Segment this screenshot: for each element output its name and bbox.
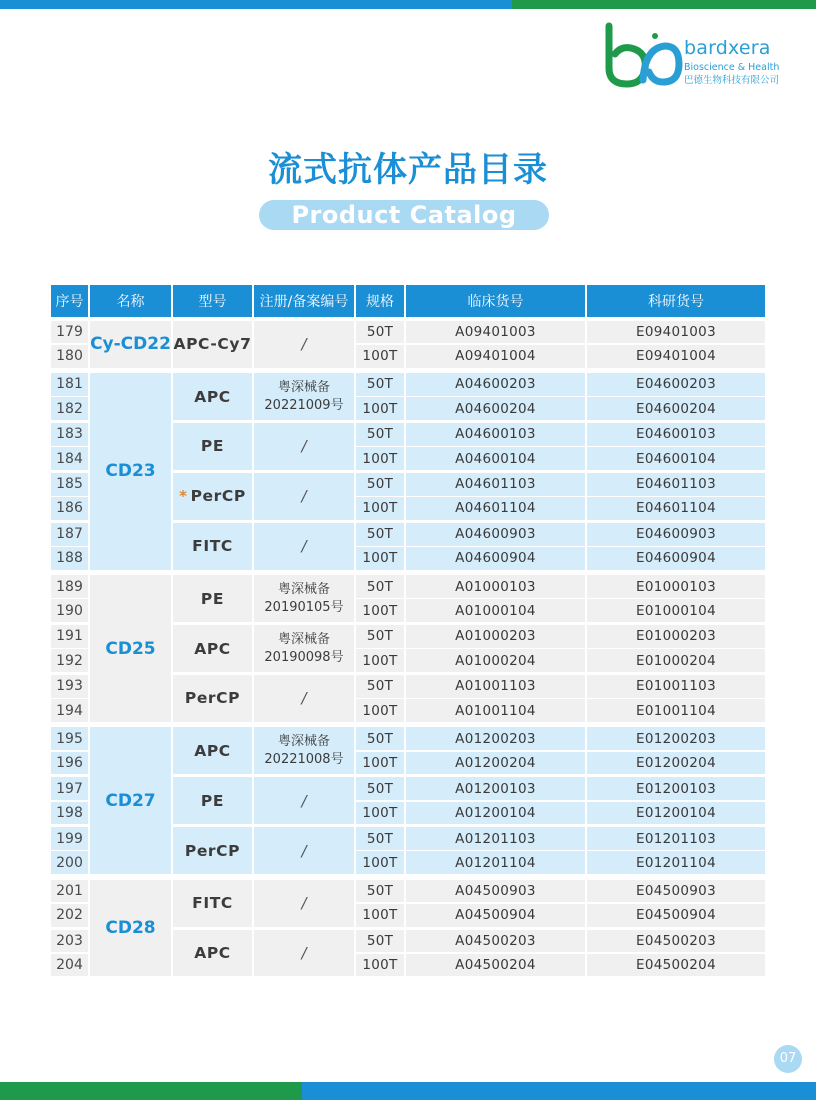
serial-number-cell: 201 [51, 880, 89, 903]
spec-cell: 50T [356, 827, 405, 850]
registration-cell [254, 523, 355, 570]
registration-cell [254, 575, 355, 622]
registration-cell [254, 423, 355, 470]
serial-number-cell: 189 [51, 575, 89, 598]
serial-number-cell: 192 [51, 649, 89, 672]
spec-cell: 100T [356, 447, 405, 470]
clinical-code-cell: A09401004 [406, 345, 586, 368]
registration-empty-slash: / [301, 437, 307, 456]
research-code-cell: E01000204 [587, 649, 766, 672]
registration-line: 20190105号 [264, 599, 344, 615]
serial-number-cell: 198 [51, 802, 89, 825]
column-header: 临床货号 [406, 285, 586, 318]
serial-number-cell: 181 [51, 373, 89, 396]
registration-line: 粤深械备 [277, 379, 330, 395]
spec-cell: 100T [356, 954, 405, 977]
research-code-cell: E09401003 [587, 321, 766, 344]
registration-empty-slash: / [301, 894, 307, 913]
product-name-cell: Cy-CD22 [90, 321, 172, 368]
logo-subtitle: Bioscience & Health [684, 62, 780, 73]
research-code-cell: E04600903 [587, 523, 766, 546]
model-cell [173, 373, 253, 420]
model-label: APC-Cy7 [173, 335, 252, 354]
serial-number-cell: 179 [51, 321, 89, 344]
logo-brand-name: bardxera [684, 37, 771, 59]
research-code-cell: E04500203 [587, 930, 766, 953]
column-header: 型号 [173, 285, 253, 318]
clinical-code-cell: A04500903 [406, 880, 586, 903]
model-label: PE [200, 589, 225, 608]
serial-number-cell: 182 [51, 397, 89, 420]
clinical-code-cell: A01001103 [406, 675, 586, 698]
model-label: APC [194, 741, 231, 760]
research-code-cell: E04601104 [587, 497, 766, 520]
registration-empty-slash: / [301, 537, 307, 556]
serial-number-cell: 184 [51, 447, 89, 470]
product-name-cell: CD28 [90, 880, 172, 977]
column-header: 名称 [90, 285, 172, 318]
model-cell [173, 827, 253, 874]
clinical-code-cell: A01001104 [406, 699, 586, 722]
clinical-code-cell: A04500204 [406, 954, 586, 977]
research-code-cell: E01200204 [587, 752, 766, 775]
spec-cell: 50T [356, 473, 405, 496]
clinical-code-cell: A04600104 [406, 447, 586, 470]
research-code-cell: E04500204 [587, 954, 766, 977]
model-cell [173, 473, 253, 520]
registration-cell [254, 373, 355, 420]
registration-cell [254, 880, 355, 927]
serial-number-cell: 195 [51, 727, 89, 750]
top-accent-bar-blue [0, 0, 512, 9]
serial-number-cell: 186 [51, 497, 89, 520]
serial-number-cell: 183 [51, 423, 89, 446]
clinical-code-cell: A04600904 [406, 547, 586, 570]
registration-cell [254, 675, 355, 722]
model-cell [173, 575, 253, 622]
model-cell [173, 523, 253, 570]
serial-number-cell: 191 [51, 625, 89, 648]
logo-mark-icon [603, 22, 683, 88]
serial-number-cell: 180 [51, 345, 89, 368]
serial-number-cell: 200 [51, 851, 89, 874]
registration-cell [254, 625, 355, 672]
registration-line: 20190098号 [264, 649, 344, 665]
registration-cell [254, 727, 355, 774]
serial-number-cell: 188 [51, 547, 89, 570]
registration-cell [254, 473, 355, 520]
serial-number-cell: 190 [51, 599, 89, 622]
research-code-cell: E01200103 [587, 777, 766, 800]
serial-number-cell: 197 [51, 777, 89, 800]
research-code-cell: E04500903 [587, 880, 766, 903]
research-code-cell: E04600103 [587, 423, 766, 446]
model-label: FITC [192, 894, 233, 913]
spec-cell: 50T [356, 880, 405, 903]
company-logo [603, 22, 793, 88]
model-label: PerCP [184, 841, 241, 860]
research-code-cell: E01000104 [587, 599, 766, 622]
registration-line: 粤深械备 [277, 581, 330, 597]
spec-cell: 100T [356, 699, 405, 722]
research-code-cell: E01200104 [587, 802, 766, 825]
spec-cell: 50T [356, 423, 405, 446]
bottom-accent-bar-blue [302, 1082, 816, 1100]
clinical-code-cell: A01200204 [406, 752, 586, 775]
spec-cell: 100T [356, 904, 405, 927]
serial-number-cell: 204 [51, 954, 89, 977]
product-name-cell: CD25 [90, 575, 172, 722]
research-code-cell: E01001103 [587, 675, 766, 698]
clinical-code-cell: A09401003 [406, 321, 586, 344]
registration-line: 20221008号 [264, 751, 344, 767]
spec-cell: 50T [356, 675, 405, 698]
registration-empty-slash: / [301, 689, 307, 708]
registration-empty-slash: / [301, 487, 307, 506]
clinical-code-cell: A04600204 [406, 397, 586, 420]
model-cell [173, 880, 253, 927]
clinical-code-cell: A01000104 [406, 599, 586, 622]
spec-cell: 100T [356, 649, 405, 672]
star-icon: * [179, 487, 188, 506]
serial-number-cell: 187 [51, 523, 89, 546]
clinical-code-cell: A04600203 [406, 373, 586, 396]
column-header: 序号 [51, 285, 89, 318]
spec-cell: 50T [356, 930, 405, 953]
logo-chinese-name: 巴德生物科技有限公司 [684, 75, 780, 86]
spec-cell: 50T [356, 321, 405, 344]
spec-cell: 50T [356, 523, 405, 546]
clinical-code-cell: A01000203 [406, 625, 586, 648]
model-label: APC [194, 387, 231, 406]
spec-cell: 100T [356, 851, 405, 874]
column-header: 科研货号 [587, 285, 766, 318]
serial-number-cell: 196 [51, 752, 89, 775]
research-code-cell: E04600204 [587, 397, 766, 420]
research-code-cell: E04600904 [587, 547, 766, 570]
spec-cell: 100T [356, 547, 405, 570]
registration-line: 20221009号 [264, 397, 344, 413]
spec-cell: 50T [356, 777, 405, 800]
spec-cell: 50T [356, 575, 405, 598]
clinical-code-cell: A01201103 [406, 827, 586, 850]
model-label: PerCP [190, 487, 246, 506]
model-label: APC [194, 639, 231, 658]
clinical-code-cell: A04601103 [406, 473, 586, 496]
spec-cell: 100T [356, 599, 405, 622]
model-label: PE [200, 791, 225, 810]
research-code-cell: E01200203 [587, 727, 766, 750]
research-code-cell: E04601103 [587, 473, 766, 496]
research-code-cell: E01000103 [587, 575, 766, 598]
registration-cell [254, 827, 355, 874]
research-code-cell: E01001104 [587, 699, 766, 722]
clinical-code-cell: A01000103 [406, 575, 586, 598]
research-code-cell: E09401004 [587, 345, 766, 368]
clinical-code-cell: A01200203 [406, 727, 586, 750]
spec-cell: 50T [356, 373, 405, 396]
registration-cell [254, 930, 355, 977]
product-name-cell: CD23 [90, 373, 172, 570]
model-label: FITC [192, 537, 233, 556]
top-accent-bar-green [512, 0, 816, 9]
clinical-code-cell: A01200104 [406, 802, 586, 825]
spec-cell: 100T [356, 345, 405, 368]
research-code-cell: E04600203 [587, 373, 766, 396]
spec-cell: 100T [356, 397, 405, 420]
research-code-cell: E04500904 [587, 904, 766, 927]
spec-cell: 50T [356, 625, 405, 648]
spec-cell: 50T [356, 727, 405, 750]
clinical-code-cell: A04600903 [406, 523, 586, 546]
clinical-code-cell: A04600103 [406, 423, 586, 446]
serial-number-cell: 203 [51, 930, 89, 953]
clinical-code-cell: A04500904 [406, 904, 586, 927]
serial-number-cell: 185 [51, 473, 89, 496]
registration-cell [254, 321, 355, 368]
column-header: 规格 [356, 285, 405, 318]
model-cell [173, 777, 253, 824]
model-cell [173, 930, 253, 977]
model-cell [173, 423, 253, 470]
research-code-cell: E01000203 [587, 625, 766, 648]
model-cell [173, 675, 253, 722]
product-catalog-table [50, 284, 766, 990]
product-name-cell: CD27 [90, 727, 172, 874]
research-code-cell: E01201103 [587, 827, 766, 850]
registration-empty-slash: / [301, 841, 307, 860]
model-label: APC [194, 943, 231, 962]
serial-number-cell: 202 [51, 904, 89, 927]
clinical-code-cell: A04601104 [406, 497, 586, 520]
registration-empty-slash: / [301, 335, 307, 354]
model-cell [173, 727, 253, 774]
model-label: PerCP [184, 689, 241, 708]
model-cell [173, 625, 253, 672]
clinical-code-cell: A04500203 [406, 930, 586, 953]
serial-number-cell: 193 [51, 675, 89, 698]
research-code-cell: E01201104 [587, 851, 766, 874]
spec-cell: 100T [356, 752, 405, 775]
model-cell [173, 321, 253, 368]
page-title-english: Product Catalog [291, 201, 517, 229]
clinical-code-cell: A01201104 [406, 851, 586, 874]
column-header: 注册/备案编号 [254, 285, 355, 318]
spec-cell: 100T [356, 497, 405, 520]
registration-line: 粤深械备 [277, 733, 330, 749]
page-title-chinese: 流式抗体产品目录 [268, 150, 548, 190]
spec-cell: 100T [356, 802, 405, 825]
model-label: PE [200, 437, 225, 456]
research-code-cell: E04600104 [587, 447, 766, 470]
registration-line: 粤深械备 [277, 631, 330, 647]
registration-empty-slash: / [301, 791, 307, 810]
bottom-accent-bar-green [0, 1082, 302, 1100]
clinical-code-cell: A01200103 [406, 777, 586, 800]
registration-empty-slash: / [301, 943, 307, 962]
clinical-code-cell: A01000204 [406, 649, 586, 672]
serial-number-cell: 199 [51, 827, 89, 850]
page-number-badge: 07 [774, 1045, 802, 1073]
registration-cell [254, 777, 355, 824]
serial-number-cell: 194 [51, 699, 89, 722]
